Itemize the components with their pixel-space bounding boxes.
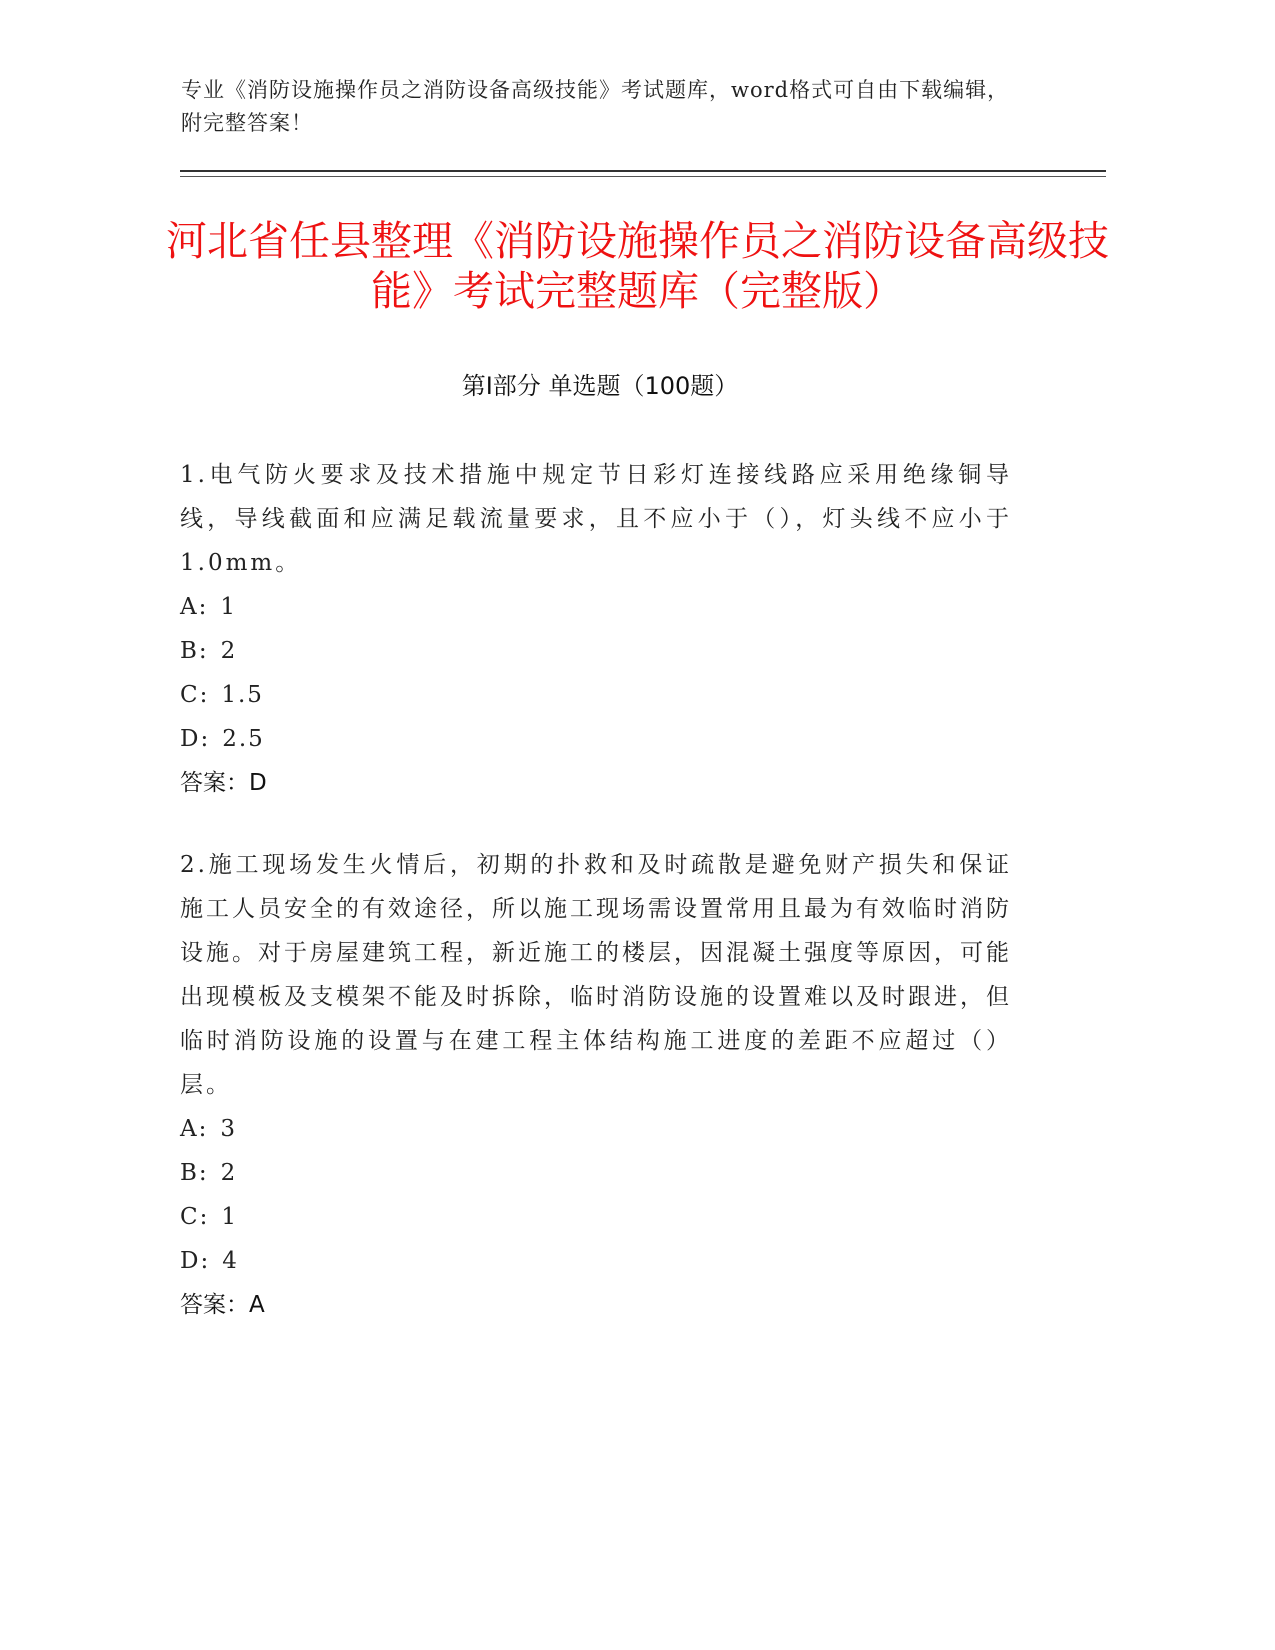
option-separator: : [199, 682, 210, 708]
option-value: 1 [221, 1204, 238, 1230]
document-title: 河北省任县整理《消防设施操作员之消防设备高级技能》考试完整题库（完整版） [166, 217, 1109, 315]
option-d [180, 717, 1012, 761]
option-key: A [180, 1116, 199, 1142]
option-b [180, 629, 1012, 673]
option-value: 1.5 [221, 682, 264, 708]
header-divider-thin [180, 176, 1106, 177]
section-title: 第Ⅰ部分 单选题（100题） [461, 372, 739, 400]
header-divider-thick [180, 170, 1106, 172]
option-key: D [180, 1248, 201, 1274]
option-separator: : [198, 1160, 209, 1186]
option-value: 2 [220, 1160, 238, 1186]
option-key: B [180, 638, 199, 664]
option-c [180, 673, 1012, 717]
option-key: C [180, 1204, 200, 1230]
option-key: D [180, 726, 201, 752]
option-separator: : [199, 1204, 210, 1230]
question-2 [180, 843, 1012, 1327]
answer-text: 答案：A [180, 1292, 265, 1318]
question-text: 2.施工现场发生火情后，初期的扑救和及时疏散是避免财产损失和保证施工人员安全的有效途径，所以施工现场需设置常用且最为有效临时消防设施。对于房屋建筑工程，新近施工的楼层，因混凝土强度等原因，可能出现模板及支模架不能及时拆除，临时消防设施的设置难以及时跟进，但临时消防设施的设置与在建工程主体结构施工进度的差距不应超过（）层。 [180, 852, 1012, 1098]
option-separator: : [198, 638, 209, 664]
option-value: 2.5 [222, 726, 265, 752]
option-separator: : [200, 1248, 211, 1274]
option-c [180, 1195, 1012, 1239]
option-key: A [180, 594, 199, 620]
option-value: 3 [220, 1116, 238, 1142]
question-text: 1.电气防火要求及技术措施中规定节日彩灯连接线路应采用绝缘铜导线，导线截面和应满足载流量要求，且不应小于（），灯头线不应小于1.0mm。 [180, 462, 1012, 576]
option-value: 1 [220, 594, 238, 620]
option-b [180, 1151, 1012, 1195]
option-value: 2 [220, 638, 238, 664]
option-a [180, 585, 1012, 629]
option-key: C [180, 682, 200, 708]
option-value: 4 [222, 1248, 239, 1274]
answer-text: 答案：D [180, 770, 267, 796]
option-separator: : [198, 1116, 209, 1142]
option-separator: : [198, 594, 209, 620]
option-separator: : [200, 726, 211, 752]
option-a [180, 1107, 1012, 1151]
question-1 [180, 453, 1012, 805]
option-key: B [180, 1160, 199, 1186]
option-d [180, 1239, 1012, 1283]
header-note: 专业《消防设施操作员之消防设备高级技能》考试题库，word格式可自由下载编辑，附完整答案！ [181, 78, 1010, 135]
